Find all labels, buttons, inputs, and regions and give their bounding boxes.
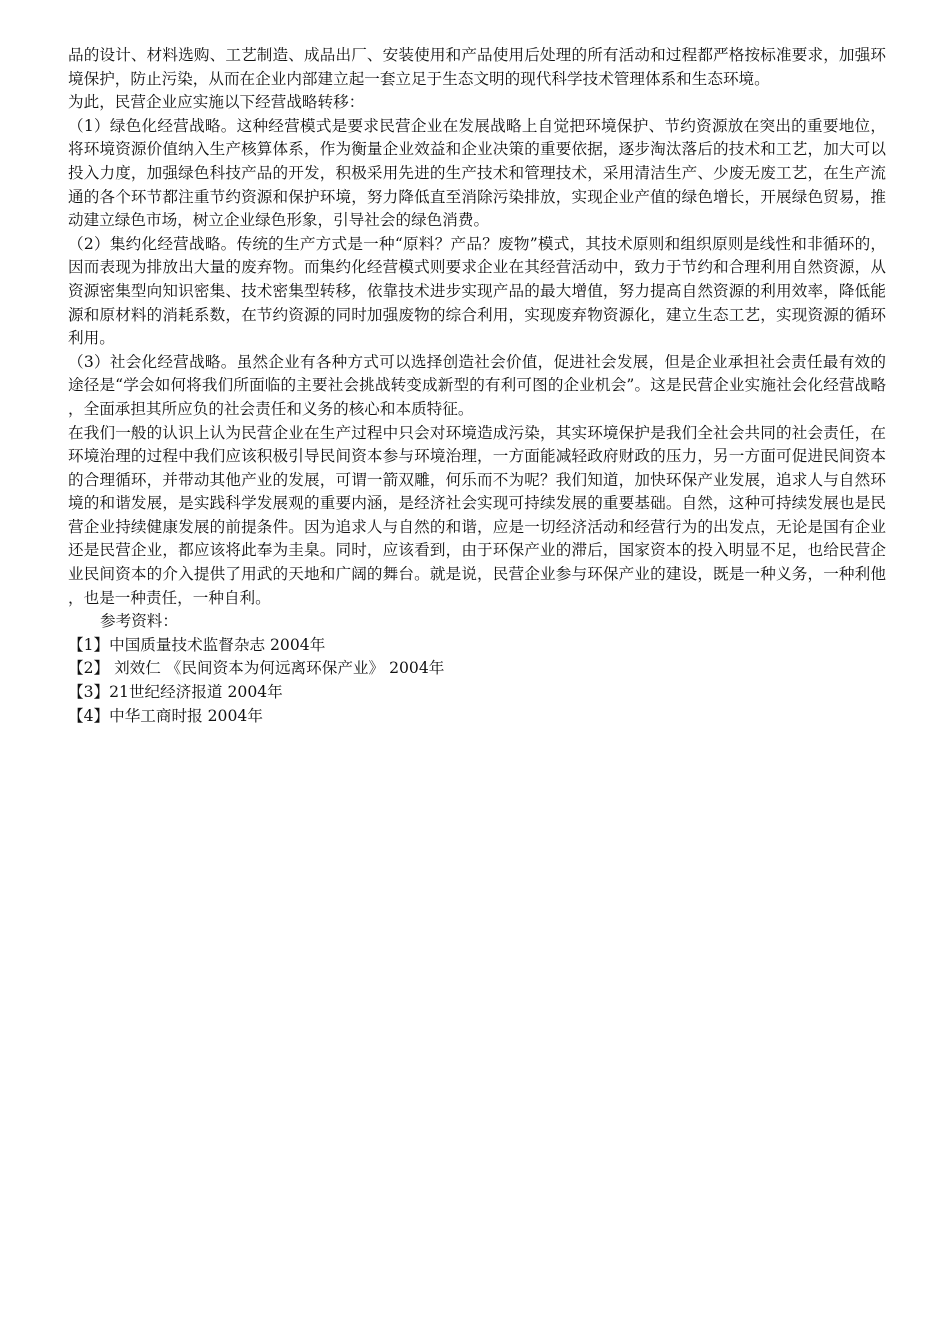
strategy-social-paragraph: （3）社会化经营战略。虽然企业有各种方式可以选择创造社会价值，促进社会发展，但是企业承担社会责任最有效的途径是“学会如何将我们所面临的主要社会挑战转变成新型的有利可图的企业机会”。这是民营企业实施社会化经营战略，全面承担其所应负的社会责任和义务的核心和本质特征。 xyxy=(68,352,886,418)
body-paragraph-2: 为此，民营企业应实施以下经营战略转移： xyxy=(68,93,365,112)
reference-item-1: 【1】中国质量技术监督杂志 2004年 xyxy=(68,635,326,654)
references-section xyxy=(68,610,886,728)
strategy-intensive-paragraph: （2）集约化经营战略。传统的生产方式是一种“原料？产品？废物”模式，其技术原则和组织原则是线性和非循环的，因而表现为排放出大量的废弃物。而集约化经营模式则要求企业在其经营活动中，致力于节约和合理利用自然资源，从资源密集型向知识密集、技术密集型转移，依靠技术进步实现产品的最大增值，努力提高自然资源的利用效率，降低能源和原材料的消耗系数，在节约资源的同时加强废物的综合利用，实现废弃物资源化，建立生态工艺，实现资源的循环利用。 xyxy=(68,234,886,348)
references-heading: 参考资料： xyxy=(100,612,178,631)
reference-item-2: 【2】 刘效仁 《民间资本为何远离环保产业》 2004年 xyxy=(68,659,445,678)
body-paragraph-1: 品的设计、材料选购、工艺制造、成品出厂、安装使用和产品使用后处理的所有活动和过程都严格按标准要求，加强环境保护，防止污染，从而在企业内部建立起一套立足于生态文明的现代科学技术管理体系和生态环境。 xyxy=(68,46,886,88)
reference-item-4: 【4】中华工商时报 2004年 xyxy=(68,706,263,725)
conclusion-paragraph: 在我们一般的认识上认为民营企业在生产过程中只会对环境造成污染，其实环境保护是我们全社会共同的社会责任，在环境治理的过程中我们应该积极引导民间资本参与环境治理，一方面能减轻政府财政的压力，另一方面可促进民间资本的合理循环，并带动其他产业的发展，可谓一箭双雕，何乐而不为呢？我们知道，加快环保产业发展，追求人与自然环境的和谐发展，是实践科学发展观的重要内涵，是经济社会实现可持续发展的重要基础。自然，这种可持续发展也是民营企业持续健康发展的前提条件。因为追求人与自然的和谐，应是一切经济活动和经营行为的出发点，无论是国有企业还是民营企业，都应该将此奉为圭臬。同时，应该看到，由于环保产业的滞后，国家资本的投入明显不足，也给民营企业民间资本的介入提供了用武的天地和广阔的舞台。就是说，民营企业参与环保产业的建设，既是一种义务，一种利他，也是一种责任，一种自利。 xyxy=(68,423,886,607)
strategy-green-paragraph: （1）绿色化经营战略。这种经营模式是要求民营企业在发展战略上自觉把环境保护、节约资源放在突出的重要地位，将环境资源价值纳入生产核算体系，作为衡量企业效益和企业决策的重要依据，逐步淘汰落后的技术和工艺，加大可以投入力度，加强绿色科技产品的开发，积极采用先进的生产技术和管理技术，采用清洁生产、少废无废工艺，在生产流通的各个环节都注重节约资源和保护环境，努力降低直至消除污染排放，实现企业产值的绿色增长，开展绿色贸易，推动建立绿色市场，树立企业绿色形象，引导社会的绿色消费。 xyxy=(68,116,886,230)
reference-item-3: 【3】21世纪经济报道 2004年 xyxy=(68,683,283,702)
document-page xyxy=(68,44,886,728)
